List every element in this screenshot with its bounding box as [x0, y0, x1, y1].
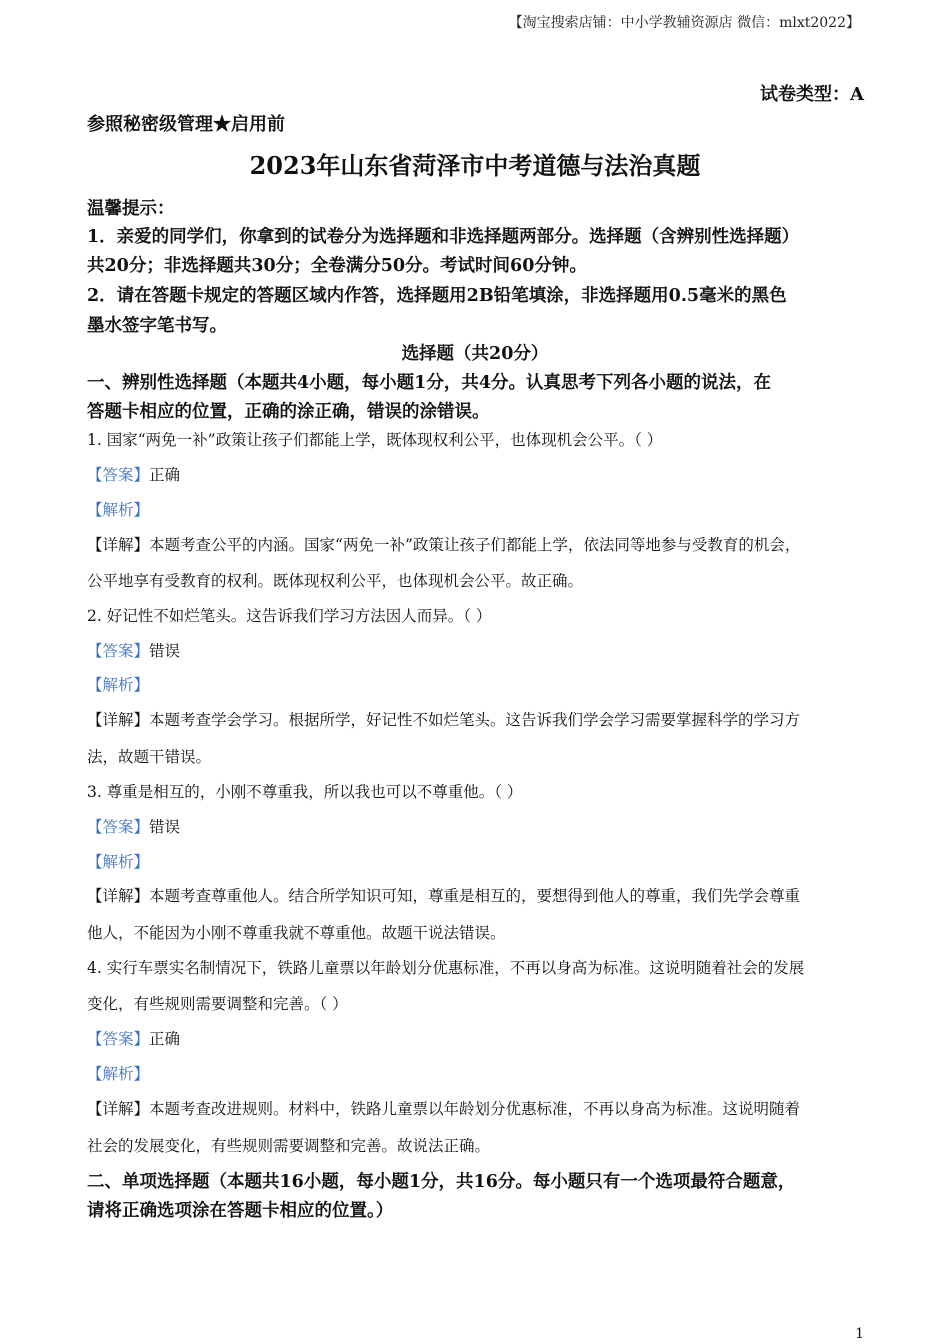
detail-text: 社会的发展变化，有些规则需要调整和完善。故说法正确。 [87, 1137, 491, 1155]
detail-row [87, 533, 800, 555]
analysis-label: 【解析】 [87, 676, 150, 694]
answer-value: 错误 [149, 642, 181, 660]
detail-text: 本题考查学会学习。根据所学，好记性不如烂笔头。这告诉我们学会学习需要掌握科学的学习方 [149, 711, 801, 729]
detail-row [87, 1097, 800, 1119]
answer-row [87, 639, 180, 661]
detail-text: 本题考查公平的内涵。国家“两免一补”政策让孩子们都能上学，依法同等地参与受教育的机会， [149, 536, 801, 554]
detail-label: 【详解】 [87, 536, 150, 554]
detail-text: 他人，不能因为小刚不尊重我就不尊重他。故题干说法错误。 [87, 924, 506, 942]
detail-label: 【详解】 [87, 887, 150, 905]
detail-text: 法，故题干错误。 [87, 748, 212, 766]
tips-heading: 温馨提示： [87, 199, 175, 219]
analysis-label: 【解析】 [87, 501, 150, 519]
answer-label: 【答案】 [87, 818, 150, 836]
question-stem: 4. 实行车票实名制情况下，铁路儿童票以年龄划分优惠标准，不再以身高为标准。这说明随着社会的发展 [87, 959, 805, 977]
answer-value: 正确 [149, 466, 181, 484]
analysis-label: 【解析】 [87, 1065, 150, 1083]
secret-label: 参照秘密级管理★启用前 [87, 114, 285, 135]
answer-label: 【答案】 [87, 1030, 150, 1048]
question-stem: 2. 好记性不如烂笔头。这告诉我们学习方法因人而异。（ ） [87, 607, 492, 625]
analysis-label: 【解析】 [87, 853, 150, 871]
detail-row [87, 708, 800, 730]
tips-line: 1．亲爱的同学们，你拿到的试卷分为选择题和非选择题两部分。选择题（含辨别性选择题） [87, 227, 800, 247]
answer-value: 正确 [149, 1030, 181, 1048]
answer-row [87, 815, 180, 837]
detail-label: 【详解】 [87, 711, 150, 729]
detail-row [87, 884, 800, 906]
section-title: 选择题（共20分） [401, 344, 549, 364]
answer-value: 错误 [149, 818, 181, 836]
question-stem: 变化，有些规则需要调整和完善。（ ） [87, 995, 348, 1013]
answer-row [87, 463, 180, 485]
question-stem: 3. 尊重是相互的，小刚不尊重我，所以我也可以不尊重他。（ ） [87, 783, 523, 801]
tips-line: 墨水签字笔书写。 [87, 316, 227, 336]
paper-type: 试卷类型：A [760, 84, 864, 105]
detail-text: 本题考查改进规则。材料中，铁路儿童票以年龄划分优惠标准，不再以身高为标准。这说明随着 [149, 1100, 801, 1118]
part1-heading: 答题卡相应的位置，正确的涂正确，错误的涂错误。 [87, 402, 490, 422]
page-number: 1 [855, 1326, 864, 1342]
answer-label: 【答案】 [87, 466, 150, 484]
page-title: 2023年山东省菏泽市中考道德与法治真题 [249, 151, 701, 180]
tips-line: 共20分；非选择题共30分；全卷满分50分。考试时间60分钟。 [87, 256, 587, 276]
answer-label: 【答案】 [87, 642, 150, 660]
detail-text: 本题考查尊重他人。结合所学知识可知，尊重是相互的，要想得到他人的尊重，我们先学会尊重 [149, 887, 801, 905]
detail-text: 公平地享有受教育的权利。既体现权利公平，也体现机会公平。故正确。 [87, 572, 584, 590]
shop-header: 【淘宝搜索店铺：中小学教辅资源店 微信：mlxt2022】 [508, 15, 860, 31]
question-stem: 1. 国家“两免一补”政策让孩子们都能上学，既体现权利公平，也体现机会公平。（ ） [87, 431, 663, 449]
tips-line: 2．请在答题卡规定的答题区域内作答，选择题用2B铅笔填涂，非选择题用0.5毫米的黑色 [87, 286, 787, 306]
part2-heading: 请将正确选项涂在答题卡相应的位置。） [87, 1201, 394, 1221]
part2-heading: 二、单项选择题（本题共16小题，每小题1分，共16分。每小题只有一个选项最符合题意， [87, 1172, 796, 1192]
answer-row [87, 1027, 180, 1049]
part1-heading: 一、辨别性选择题（本题共4小题，每小题1分，共4分。认真思考下列各小题的说法，在 [87, 373, 772, 393]
detail-label: 【详解】 [87, 1100, 150, 1118]
